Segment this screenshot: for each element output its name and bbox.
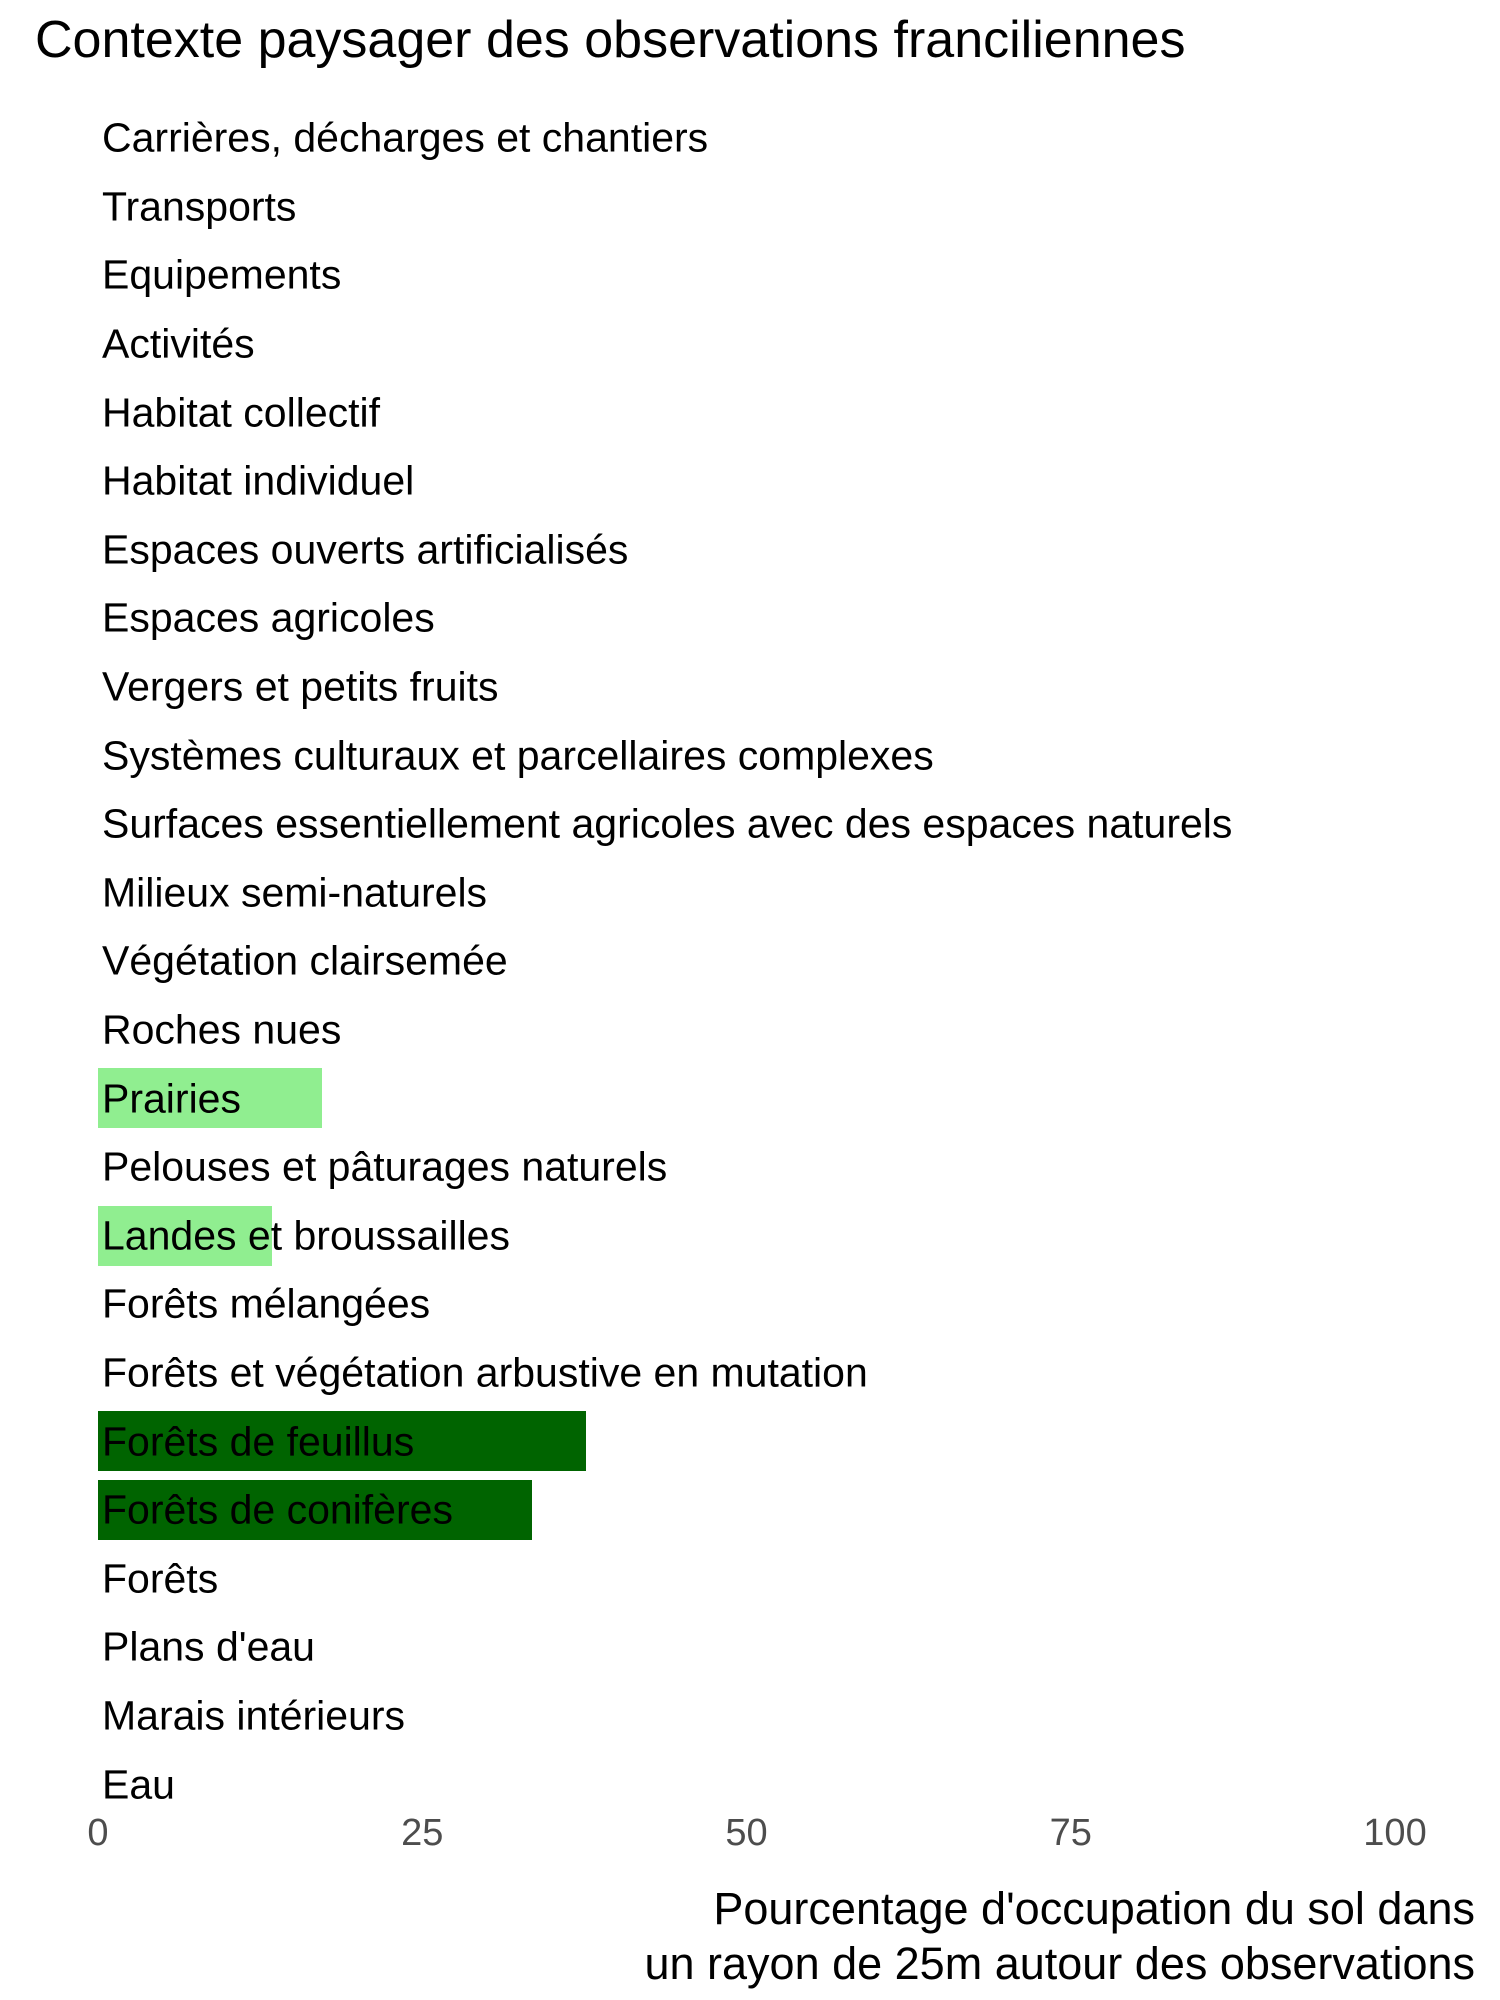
- category-label: Forêts de conifères: [102, 1486, 453, 1533]
- category-label: Marais intérieurs: [102, 1692, 406, 1739]
- category-label: Activités: [102, 320, 255, 367]
- category-label: Vergers et petits fruits: [102, 663, 499, 710]
- x-axis-title: [644, 1882, 1475, 1992]
- category-row: [0, 653, 1500, 722]
- x-axis-title-line1: Pourcentage d'occupation du sol dans: [713, 1883, 1475, 1934]
- category-row: [0, 1202, 1500, 1271]
- category-label: Roches nues: [102, 1006, 342, 1053]
- category-row: [0, 1682, 1500, 1751]
- category-label: Transports: [102, 183, 297, 230]
- category-row: [0, 927, 1500, 996]
- category-label: Forêts: [102, 1555, 219, 1602]
- category-row: [0, 1339, 1500, 1408]
- plot-area: [0, 104, 1500, 1819]
- category-label: Habitat individuel: [102, 457, 415, 504]
- category-label: Forêts de feuillus: [102, 1418, 415, 1465]
- x-tick-label: 50: [725, 1812, 768, 1854]
- category-label: Plans d'eau: [102, 1623, 315, 1670]
- category-label: Eau: [102, 1761, 175, 1808]
- category-row: [0, 1133, 1500, 1202]
- category-row: [0, 584, 1500, 653]
- x-axis-title-line2: un rayon de 25m autour des observations: [644, 1937, 1475, 1989]
- category-label: Pelouses et pâturages naturels: [102, 1143, 668, 1190]
- x-axis: [0, 1812, 1500, 1862]
- category-row: [0, 1750, 1500, 1819]
- x-tick-label: 75: [1049, 1812, 1092, 1854]
- category-row: [0, 721, 1500, 790]
- category-row: [0, 996, 1500, 1065]
- category-label: Espaces ouverts artificialisés: [102, 526, 629, 573]
- category-row: [0, 447, 1500, 516]
- category-label: Landes et broussailles: [102, 1212, 510, 1259]
- category-row: [0, 790, 1500, 859]
- category-row: [0, 1064, 1500, 1133]
- category-label: Forêts et végétation arbustive en mutation: [102, 1349, 868, 1396]
- category-row: [0, 1407, 1500, 1476]
- category-row: [0, 310, 1500, 379]
- category-row: [0, 173, 1500, 242]
- category-label: Milieux semi-naturels: [102, 869, 488, 916]
- category-row: [0, 1270, 1500, 1339]
- category-row: [0, 241, 1500, 310]
- category-row: [0, 1613, 1500, 1682]
- category-row: [0, 104, 1500, 173]
- category-label: Espaces agricoles: [102, 594, 435, 641]
- x-tick-label: 100: [1363, 1812, 1427, 1854]
- category-label: Forêts mélangées: [102, 1280, 431, 1327]
- category-label: Systèmes culturaux et parcellaires complexes: [102, 732, 934, 779]
- category-row: [0, 378, 1500, 447]
- category-row: [0, 516, 1500, 585]
- category-row: [0, 1476, 1500, 1545]
- category-label: Equipements: [102, 251, 342, 298]
- category-label: Surfaces essentiellement agricoles avec des espaces naturels: [102, 800, 1233, 847]
- category-label: Habitat collectif: [102, 389, 381, 436]
- x-tick-label: 0: [87, 1812, 109, 1854]
- category-label: Carrières, décharges et chantiers: [102, 114, 709, 161]
- category-label: Prairies: [102, 1075, 241, 1122]
- category-label: Végétation clairsemée: [102, 937, 508, 984]
- category-row: [0, 859, 1500, 928]
- chart-title: Contexte paysager des observations franciliennes: [35, 11, 1186, 69]
- category-row: [0, 1544, 1500, 1613]
- x-tick-label: 25: [401, 1812, 444, 1854]
